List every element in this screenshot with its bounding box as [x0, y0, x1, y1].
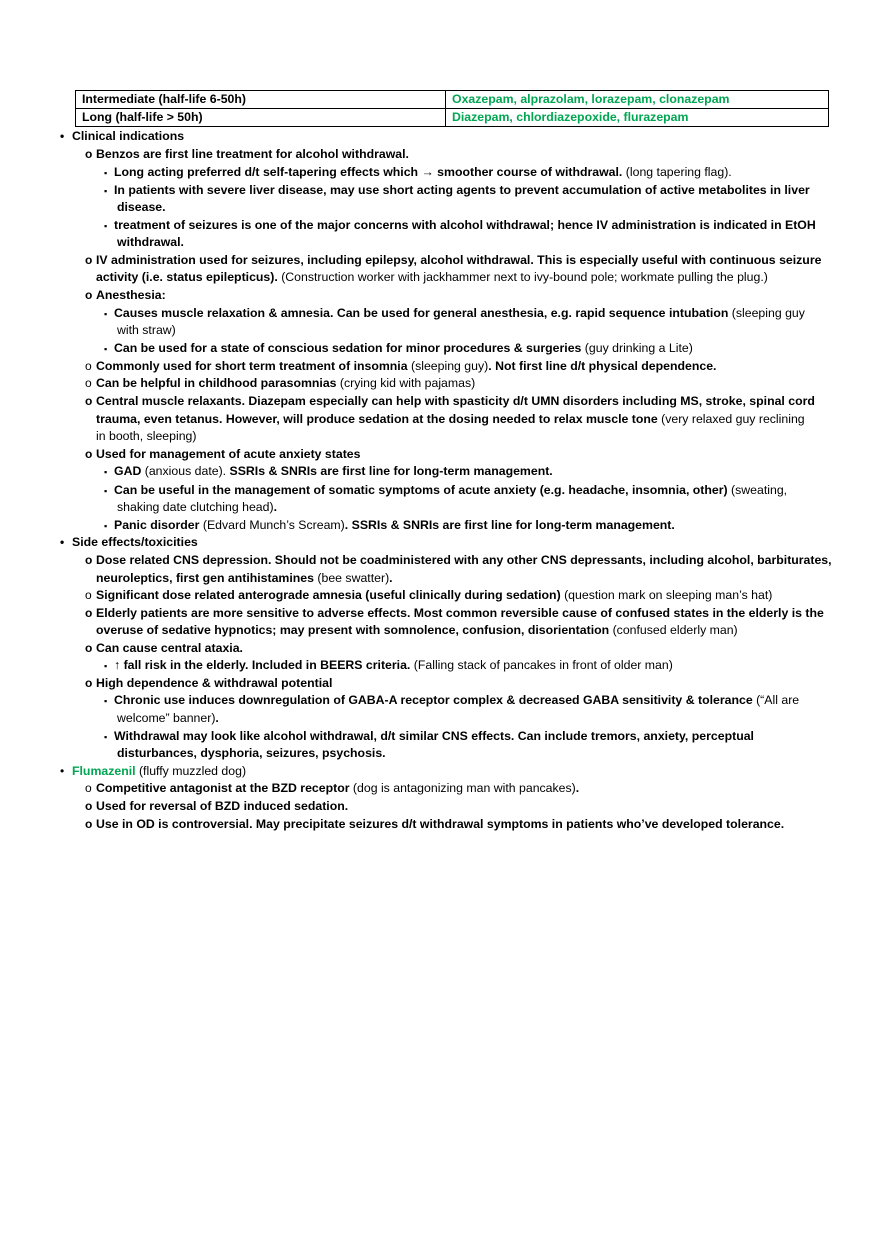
- list-item-continuation: [117, 745, 386, 762]
- line-text: Side effects/toxicities: [72, 535, 198, 549]
- bullet-circle: o: [85, 376, 92, 390]
- bullet-square: ▪: [104, 309, 108, 319]
- bullet-square: ▪: [104, 168, 108, 178]
- list-item: [85, 287, 166, 304]
- line-text-normal: (Edvard Munch’s Scream): [199, 518, 345, 532]
- line-text: High dependence & withdrawal potential: [96, 676, 333, 690]
- list-item-continuation: [117, 234, 184, 251]
- line-text: Withdrawal may look like alcohol withdrawal, d/t similar CNS effects. Can include tremors, anxiety, perceptual: [114, 729, 754, 743]
- line-text-bold: Causes muscle relaxation & amnesia. Can be used for general anesthesia, e.g. rapid sequence intubation: [114, 306, 729, 320]
- line-text-bold: Long acting preferred d/t self-tapering effects which → smoother course of withdrawal.: [114, 165, 623, 179]
- line-text: Dose related CNS depression. Should not be coadministered with any other CNS depressants, including alcohol, barbiturates,: [96, 553, 832, 567]
- bullet-square: ▪: [104, 661, 108, 671]
- line-text-bold: Panic disorder: [114, 518, 200, 532]
- list-item-continuation: [117, 499, 277, 516]
- line-text-bold: Significant dose related anterograde amnesia (useful clinically during sedation): [96, 588, 561, 602]
- list-item-continuation: [117, 199, 166, 216]
- line-text-normal: (guy drinking a Lite): [581, 341, 693, 355]
- line-text: treatment of seizures is one of the major concerns with alcohol withdrawal; hence IV administration is indicated in EtOH: [114, 218, 816, 232]
- list-item-continuation: [96, 622, 738, 639]
- line-text-normal: (dog is antagonizing man with pancakes): [349, 781, 576, 795]
- line-text: withdrawal.: [117, 235, 184, 249]
- bullet-square: ▪: [104, 221, 108, 231]
- line-text-bold: .: [273, 500, 277, 514]
- bullet-square: ▪: [104, 486, 108, 496]
- list-item: [104, 657, 673, 674]
- line-text-bold: .: [575, 781, 580, 795]
- list-item-continuation: [96, 570, 393, 587]
- line-text-bold: .: [215, 711, 219, 725]
- line-text-bold: Chronic use induces downregulation of GABA-A receptor complex & decreased GABA sensitivity & tolerance: [114, 693, 753, 707]
- line-text-normal: (Construction worker with jackhammer next to ivy-bound pole; workmate pulling the plug.): [277, 270, 768, 284]
- line-text-normal: (fluffy muzzled dog): [135, 764, 247, 778]
- line-text-bold: GAD: [114, 464, 142, 478]
- list-item: [104, 482, 788, 499]
- table-row: [76, 109, 829, 127]
- list-item: [104, 182, 810, 199]
- list-item: [104, 692, 800, 709]
- list-item: [85, 816, 785, 833]
- line-text: In patients with severe liver disease, may use short acting agents to prevent accumulation of active metabolites in liver: [114, 183, 810, 197]
- line-text-normal: (sleeping guy: [728, 306, 805, 320]
- list-item: [85, 446, 361, 463]
- line-text: Used for reversal of BZD induced sedation.: [96, 799, 349, 813]
- list-item: [85, 393, 815, 410]
- bullet-square: ▪: [104, 467, 108, 477]
- line-text-normal: (anxious date).: [141, 464, 230, 478]
- list-item-continuation: [117, 322, 176, 339]
- bullet-circle: o: [85, 676, 93, 690]
- line-text: with straw): [117, 323, 176, 337]
- line-text: in booth, sleeping): [96, 429, 197, 443]
- half-life-table: [75, 90, 829, 127]
- bullet-dot: •: [60, 129, 65, 143]
- bullet-circle: o: [85, 394, 93, 408]
- bullet-circle: o: [85, 553, 93, 567]
- line-text-normal: (very relaxed guy reclining: [657, 412, 805, 426]
- line-text: Used for management of acute anxiety states: [96, 447, 361, 461]
- bullet-dot: •: [60, 535, 65, 549]
- line-text-bold: Can be useful in the management of somatic symptoms of acute anxiety (e.g. headache, insomnia, other): [114, 483, 728, 497]
- line-text: Benzos are first line treatment for alcohol withdrawal.: [96, 147, 409, 161]
- line-text: Anesthesia:: [96, 288, 166, 302]
- bullet-circle: o: [85, 641, 93, 655]
- list-item: [85, 675, 333, 692]
- line-text-normal: (bee swatter): [313, 571, 390, 585]
- list-item: [104, 728, 754, 745]
- bullet-circle: o: [85, 359, 92, 373]
- table-cell-drugs: Diazepam, chlordiazepoxide, flurazepam: [446, 109, 829, 127]
- line-text-normal: (“All are: [752, 693, 800, 707]
- list-item: [85, 375, 476, 392]
- table-cell-category: Intermediate (half-life 6-50h): [76, 91, 446, 109]
- line-text-normal: (confused elderly man): [609, 623, 738, 637]
- line-text: disturbances, dysphoria, seizures, psychosis.: [117, 746, 386, 760]
- list-item: [85, 146, 409, 163]
- list-item: [85, 605, 824, 622]
- line-text-normal: (long tapering flag).: [622, 165, 732, 179]
- list-item: [85, 780, 580, 797]
- section-heading: [60, 534, 198, 551]
- bullet-dot: •: [60, 764, 65, 778]
- line-text: IV administration used for seizures, including epilepsy, alcohol withdrawal. This is especially useful with continuous seizure: [96, 253, 822, 267]
- line-text-normal: shaking date clutching head): [117, 500, 274, 514]
- line-text-normal: (question mark on sleeping man’s hat): [560, 588, 773, 602]
- line-text-normal: (Falling stack of pancakes in front of older man): [410, 658, 673, 672]
- list-item: [104, 340, 693, 357]
- bullet-circle: o: [85, 781, 92, 795]
- line-text: disease.: [117, 200, 166, 214]
- bullet-square: ▪: [104, 521, 108, 531]
- line-text: Use in OD is controversial. May precipitate seizures d/t withdrawal symptoms in patients who’ve developed tolerance.: [96, 817, 785, 831]
- list-item: [85, 798, 349, 815]
- bullet-circle: o: [85, 588, 92, 602]
- line-text-bold: activity (i.e. status epilepticus).: [96, 270, 278, 284]
- list-item: [104, 164, 732, 181]
- list-item: [104, 217, 816, 234]
- line-text-bold: .: [389, 571, 393, 585]
- line-text-normal: welcome” banner): [117, 711, 216, 725]
- bullet-circle: o: [85, 817, 93, 831]
- list-item: [85, 640, 243, 657]
- table-cell-drugs: Oxazepam, alprazolam, lorazepam, clonazepam: [446, 91, 829, 109]
- table-cell-category: Long (half-life > 50h): [76, 109, 446, 127]
- bullet-square: ▪: [104, 696, 108, 706]
- line-text-normal: (crying kid with pajamas): [336, 376, 476, 390]
- list-item: [85, 252, 822, 269]
- bullet-circle: o: [85, 799, 93, 813]
- table-row: [76, 91, 829, 109]
- bullet-circle: o: [85, 288, 93, 302]
- line-text-bold: . SSRIs & SNRIs are first line for long-term management.: [344, 518, 675, 532]
- line-text-normal: (sleeping guy): [407, 359, 489, 373]
- line-text-bold: ↑ fall risk in the elderly. Included in BEERS criteria.: [114, 658, 411, 672]
- section-heading: [60, 763, 247, 780]
- line-text: Clinical indications: [72, 129, 185, 143]
- line-text: Can cause central ataxia.: [96, 641, 243, 655]
- list-item-continuation: [96, 428, 197, 445]
- line-text-green: Flumazenil: [72, 764, 136, 778]
- line-text-bold: neuroleptics, first gen antihistamines: [96, 571, 314, 585]
- line-text-normal: (sweating,: [727, 483, 788, 497]
- list-item-continuation: [117, 710, 219, 727]
- list-item-continuation: [96, 269, 768, 286]
- list-item: [104, 463, 553, 480]
- line-text-bold: Competitive antagonist at the BZD receptor: [96, 781, 350, 795]
- line-text-bold: overuse of sedative hypnotics; may present with somnolence, confusion, disorientation: [96, 623, 610, 637]
- bullet-square: ▪: [104, 344, 108, 354]
- bullet-square: ▪: [104, 732, 108, 742]
- line-text: Central muscle relaxants. Diazepam especially can help with spasticity d/t UMN disorders including MS, stroke, spinal cord: [96, 394, 815, 408]
- line-text-bold: SSRIs & SNRIs are first line for long-term management.: [229, 464, 553, 478]
- bullet-circle: o: [85, 606, 93, 620]
- line-text-bold: Can be helpful in childhood parasomnias: [96, 376, 337, 390]
- line-text-bold: trauma, even tetanus. However, will produce sedation at the dosing needed to relax muscle tone: [96, 412, 658, 426]
- bullet-square: ▪: [104, 186, 108, 196]
- list-item: [85, 552, 832, 569]
- bullet-circle: o: [85, 147, 93, 161]
- line-text-bold: Commonly used for short term treatment of insomnia: [96, 359, 408, 373]
- list-item-continuation: [96, 411, 805, 428]
- list-item: [85, 358, 717, 375]
- list-item: [104, 305, 805, 322]
- list-item: [85, 587, 773, 604]
- section-heading: [60, 128, 185, 145]
- line-text: Elderly patients are more sensitive to adverse effects. Most common reversible cause of confused states in the elderly is the: [96, 606, 824, 620]
- list-item: [104, 517, 675, 534]
- line-text-bold: . Not first line d/t physical dependence.: [488, 359, 717, 373]
- bullet-circle: o: [85, 253, 93, 267]
- bullet-circle: o: [85, 447, 93, 461]
- line-text-bold: Can be used for a state of conscious sedation for minor procedures & surgeries: [114, 341, 582, 355]
